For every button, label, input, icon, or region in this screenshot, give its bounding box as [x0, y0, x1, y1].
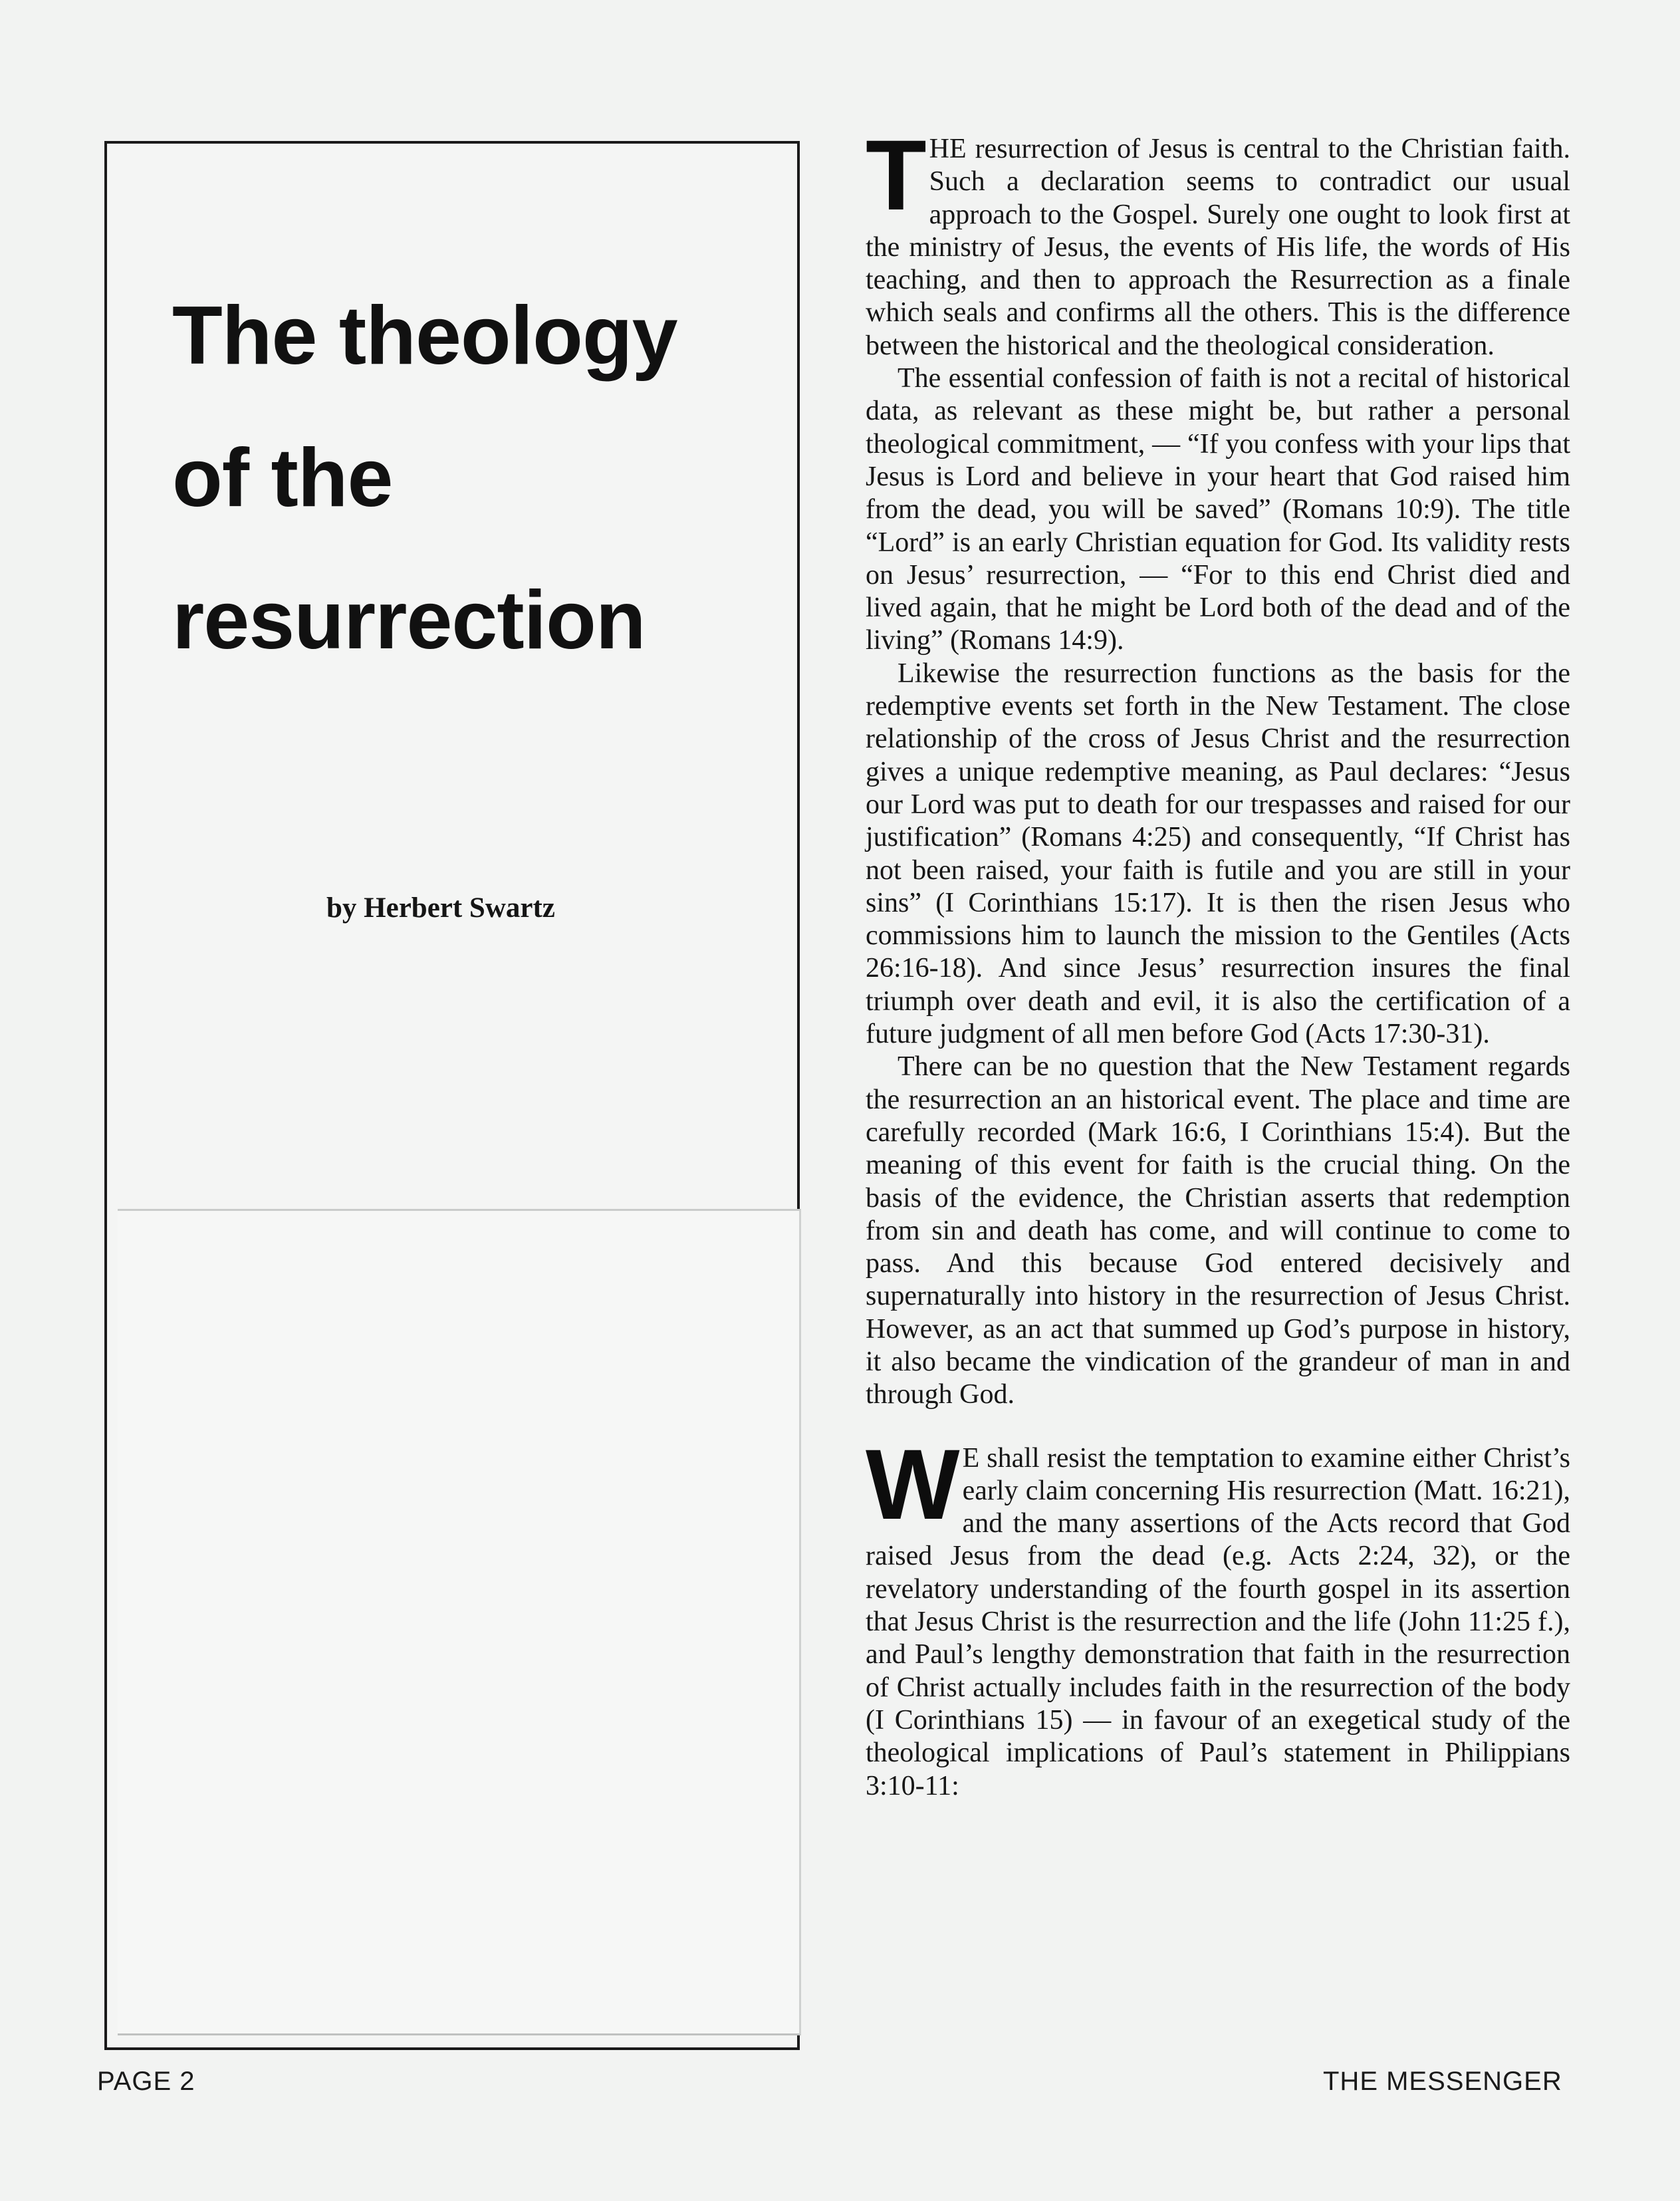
title-panel [104, 141, 800, 2050]
paragraph-1-text: HE resurrection of Jesus is central to the Christian faith. Such a declaration seems to contradict our usual approach to the Gospel. Surely one ought to look first at the ministry of Jesus, the events of His life, the words of His teaching, and then to approach the Resurrection as a finale which seals and confirms all the others. This is the difference between the historical and the theological consideration. [866, 134, 1570, 361]
publication-name: THE MESSENGER [1323, 2067, 1562, 2096]
paragraph-5 [866, 1428, 1570, 1803]
article-title [172, 265, 771, 692]
paragraph-3: Likewise the resurrection functions as the basis for the redemptive events set forth in the New Testament. The close relationship of the cross of Jesus Christ and the resurrection gives a unique redemptive meaning, as Paul declares: “Jesus our Lord was put to death for our trespasses and raised for our justification” (Romans 4:25) and consequently, “If Christ has not been raised, your faith is futile and you are still in your sins” (I Corinthians 15:17). It is then the risen Jesus who commissions him to launch the mission to the Gentiles (Acts 26:16-18). And since Jesus’ resurrection insures the final triumph over death and evil, it is also the certification of a future judgment of all men before God (Acts 17:30-31). [866, 658, 1570, 1050]
title-line-3: resurrection [172, 575, 646, 666]
drop-cap-w: W [866, 1428, 960, 1540]
paragraph-1 [866, 119, 1570, 362]
article-body [866, 119, 1570, 1803]
paragraph-4: There can be no question that the New Testament regards the resurrection an an historical event. The place and time are carefully recorded (Mark 16:6, I Corinthians 15:4). But the meaning of this event for faith is the crucial thing. On the basis of the evidence, the Christian asserts that redemption from sin and death has come, and will continue to come to pass. And this because God entered decisively and supernaturally into history in the resurrection of Jesus Christ. However, as an act that summed up God’s purpose in history, it also became the vindication of the grandeur of man in and through God. [866, 1051, 1570, 1410]
drop-cap-t: T [866, 119, 927, 231]
title-line-1: The theology [172, 290, 677, 382]
page-number: PAGE 2 [97, 2067, 195, 2096]
photo-placeholder [118, 1209, 801, 2035]
paragraph-2: The essential confession of faith is not a recital of historical data, as relevant as these might be, but rather a personal theological commitment, — “If you confess with your lips that Jesus is Lord and believe in your heart that God raised him from the dead, you will be saved” (Romans 10:9). The title “Lord” is an early Christian equation for God. Its validity rests on Jesus’ resurrection, — “For to this end Christ died and lived again, that he might be Lord both of the dead and of the living” (Romans 14:9). [866, 363, 1570, 656]
paragraph-5-text: E shall resist the temptation to examine either Christ’s early claim concerning His resurrection (Matt. 16:21), and the many assertions of the Acts record that God raised Jesus from the dead (e.g. Acts 2:24, 32), or the revelatory understanding of the fourth gospel in its assertion that Jesus Christ is the resurrection and the life (John 11:25 f.), and Paul’s lengthy demonstration that faith in the resurrection of Christ actually includes faith in the resurrection of the body (I Corinthians 15) — in favour of an exegetical study of the theological implications of Paul’s statement in Philippians 3:10-11: [866, 1442, 1570, 1801]
title-line-2: of the [172, 432, 393, 524]
byline: by Herbert Swartz [326, 892, 555, 924]
